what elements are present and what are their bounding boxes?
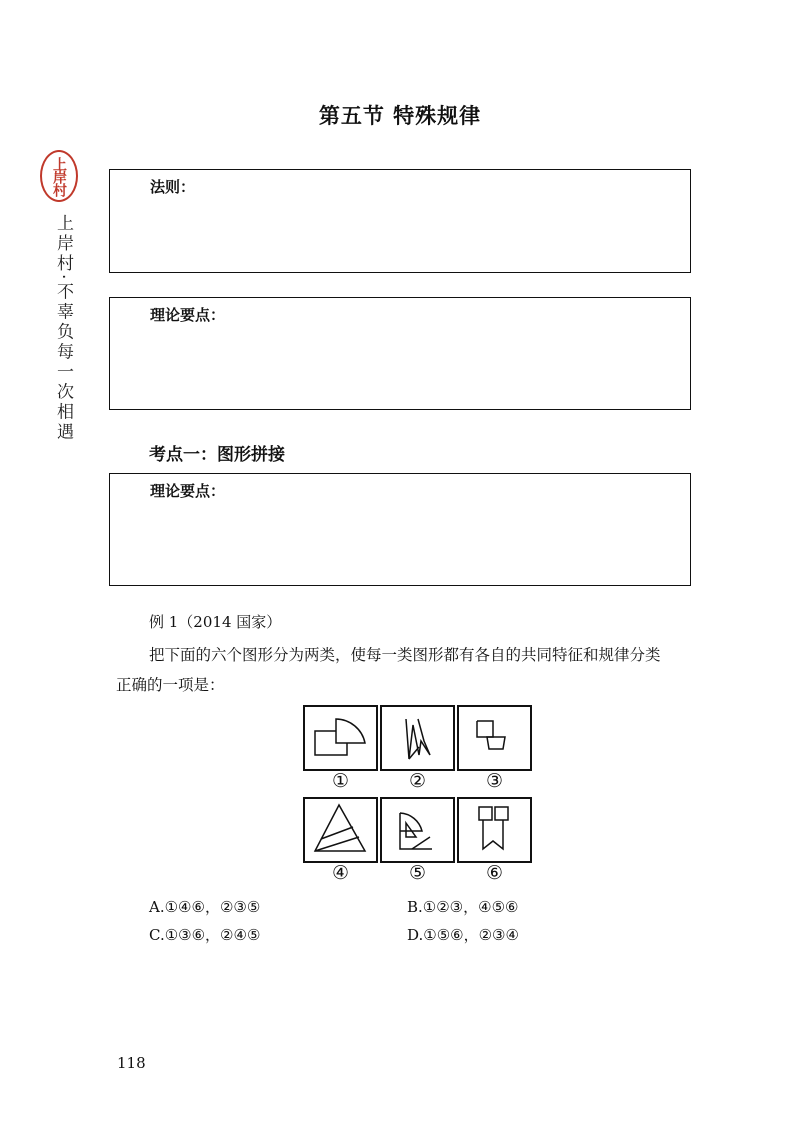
- figure-5-label: ⑤: [408, 862, 427, 884]
- page-title: 第五节 特殊规律: [318, 104, 482, 128]
- brand-slogan: 上岸村·不辜负每一次相遇: [53, 214, 73, 443]
- figure-6: [457, 797, 532, 863]
- theory-box: [109, 297, 691, 410]
- brand-seal-logo: 上岸村: [40, 150, 78, 202]
- figure-3: [457, 705, 532, 771]
- figure-2: [380, 705, 455, 771]
- figure-6-graphic: [459, 799, 530, 861]
- theory-box-2: [109, 473, 691, 586]
- figure-5: [380, 797, 455, 863]
- figure-4-graphic: [305, 799, 376, 861]
- option-d: D.①⑤⑥，②③④: [407, 926, 519, 944]
- question-text: [116, 640, 696, 700]
- option-c: C.①③⑥，②④⑤: [149, 926, 261, 944]
- figure-3-graphic: [459, 707, 530, 769]
- option-b: B.①②③，④⑤⑥: [407, 898, 519, 916]
- question-line-2: 正确的一项是：: [116, 676, 225, 694]
- figure-1: [303, 705, 378, 771]
- section-heading: 考点一：图形拼接: [149, 445, 285, 465]
- figure-2-graphic: [382, 707, 453, 769]
- question-line-1: 把下面的六个图形分为两类，使每一类图形都有各自的共同特征和规律分类: [149, 646, 661, 664]
- example-label: 例 1（2014 国家）: [149, 613, 282, 631]
- rules-box: [109, 169, 691, 273]
- sidebar-brand: [40, 150, 80, 442]
- figure-1-graphic: [305, 707, 376, 769]
- figure-6-label: ⑥: [485, 862, 504, 884]
- option-a: A.①④⑥，②③⑤: [149, 898, 261, 916]
- theory-box-label: 理论要点：: [150, 306, 226, 324]
- figure-2-label: ②: [408, 770, 427, 792]
- figure-1-label: ①: [331, 770, 350, 792]
- figure-4-label: ④: [331, 862, 350, 884]
- figure-5-graphic: [382, 799, 453, 861]
- rules-box-label: 法则：: [150, 178, 196, 196]
- page-number: 118: [117, 1054, 146, 1072]
- figure-3-label: ③: [485, 770, 504, 792]
- figure-4: [303, 797, 378, 863]
- theory-box-2-label: 理论要点：: [150, 482, 226, 500]
